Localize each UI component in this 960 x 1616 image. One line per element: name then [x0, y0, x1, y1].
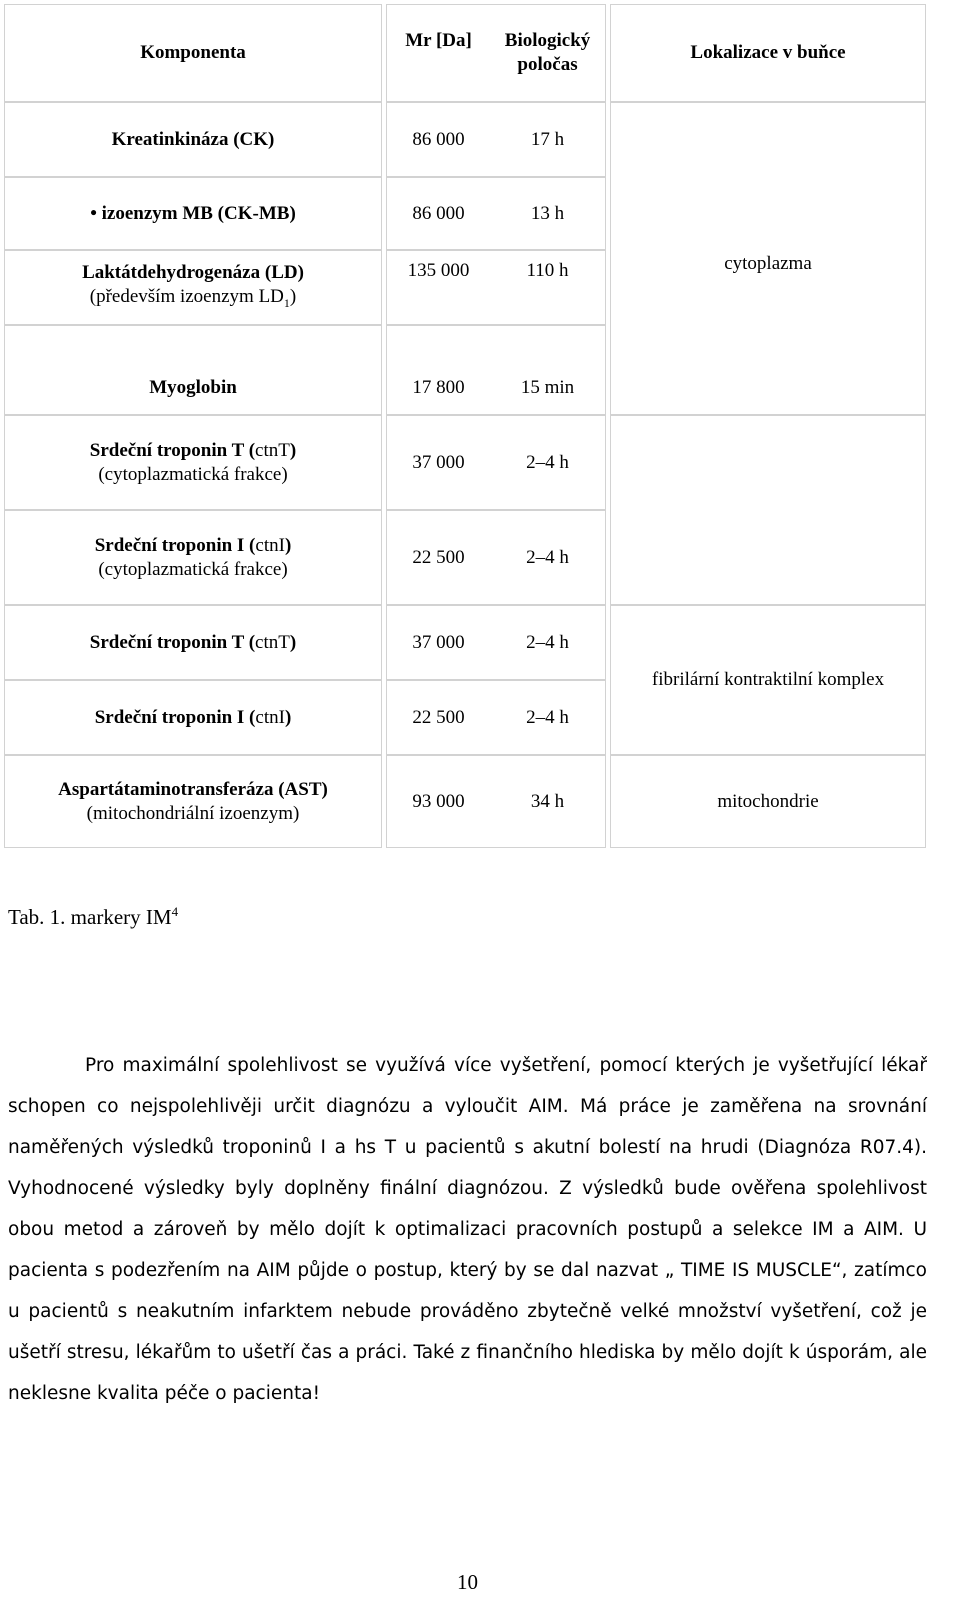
body-paragraph: Pro maximální spolehlivost se využívá více vyšetření, pomocí kterých je vyšetřující lékař schopen co nejspolehlivěji určit diagnózu a vyloučit AIM. Má práce je zaměřena na srovnání naměřených výsledků troponinů I a hs T u pacientů s akutní bolestí na hrudi (Diagnóza R07.4). Vyhodnocené výsledky byly doplněny finální diagnózou. Z výsledků bude ověřena spolehlivost obou metod a zároveň by mělo dojít k optimalizaci pracovních postupů a selekce IM a AIM. U pacienta s podezřením na AIM půjde o postup, který by se dal nazvat „ TIME IS MUSCLE“, zatímco u pacientů s neakutním infarktem nebude prováděno zbytečně velké množství vyšetření, což je ušetří stresu, lékařům to ušetří čas a práci. Také z finančního hlediska by mělo dojít k úsporám, ale neklesne kvalita péče o pacienta! — [8, 1054, 927, 1404]
location-mitochondrie: mitochondrie — [610, 755, 926, 848]
table-row-values: 135 000 110 h — [386, 250, 606, 325]
table-row-values: 22 500 2–4 h — [386, 510, 606, 605]
location-fibrilarni: fibrilární kontraktilní komplex — [610, 605, 926, 755]
header-mr: Mr [Da] — [405, 30, 472, 51]
table-row-name: Srdeční troponin T (ctnT) (cytoplazmatická frakce) — [4, 415, 382, 510]
table-row-name: Laktátdehydrogenáza (LD) (především izoenzym $LD_1$) — [4, 250, 382, 325]
table-row-values: 37 000 2–4 h — [386, 605, 606, 680]
table-row-values: 22 500 2–4 h — [386, 680, 606, 755]
table-row-values: 17 800 15 min — [386, 325, 606, 415]
location-cytoplazma: cytoplazma — [610, 102, 926, 415]
location-empty — [610, 415, 926, 605]
header-values — [386, 4, 606, 102]
table-row-name: Kreatinkináza (CK) — [4, 102, 382, 177]
table-row-values: 86 000 13 h — [386, 177, 606, 250]
page-number: 10 — [457, 1570, 478, 1594]
header-half-life: Biologický poločas — [504, 30, 591, 75]
table-row-values: 86 000 17 h — [386, 102, 606, 177]
table-row-name: Srdeční troponin I (ctnI) — [4, 680, 382, 755]
table-row-name: • izoenzym MB (CK-MB) — [4, 177, 382, 250]
table-row-name: Aspartátaminotransferáza (AST) (mitochondriální izoenzym) — [4, 755, 382, 848]
table-caption: Tab. 1. markery $IM^4$ — [8, 904, 179, 929]
table-row-name: Myoglobin — [4, 325, 382, 415]
table-row-values: 37 000 2–4 h — [386, 415, 606, 510]
table-row-name: Srdeční troponin I (ctnI) (cytoplazmatická frakce) — [4, 510, 382, 605]
header-lokalizace: Lokalizace v buňce — [610, 4, 926, 102]
table-row-values: 93 000 34 h — [386, 755, 606, 848]
header-komponenta: Komponenta — [4, 4, 382, 102]
table-row-name: Srdeční troponin T (ctnT) — [4, 605, 382, 680]
